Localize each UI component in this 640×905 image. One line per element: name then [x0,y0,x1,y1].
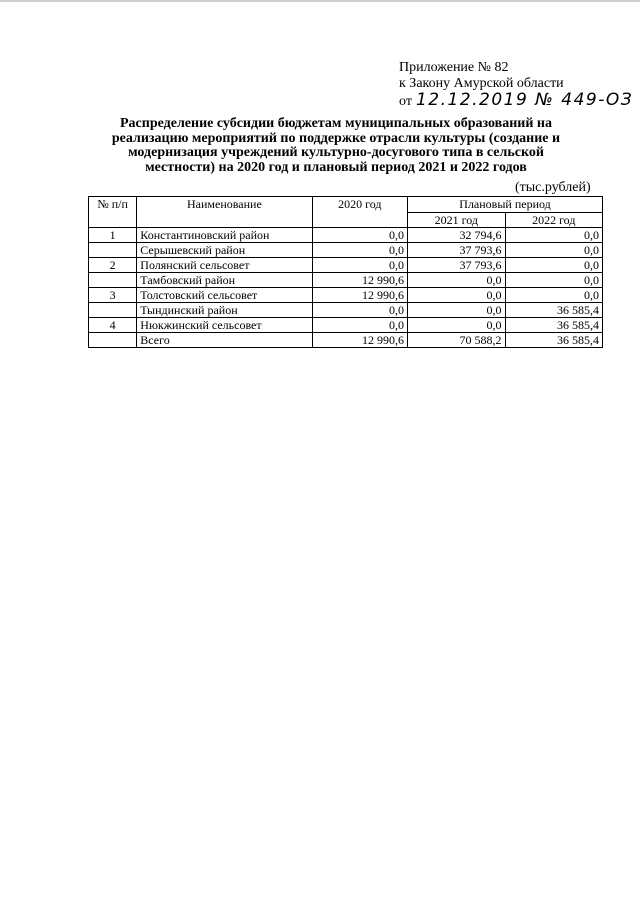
table-row [89,243,603,258]
appendix-law-reference: к Закону Амурской области [399,76,564,91]
row-name: Полянский сельсовет [137,258,312,273]
table-row [89,303,603,318]
row-name: Толстовский сельсовет [137,288,312,303]
header-num: № п/п [89,197,137,228]
appendix-number: Приложение № 82 [399,60,509,75]
row-num: 3 [89,288,137,303]
row-2021: 0,0 [408,273,505,288]
row-2022: 36 585,4 [505,333,602,348]
row-name: Серышевский район [137,243,312,258]
row-2020: 12 990,6 [312,333,408,348]
row-num [89,273,137,288]
row-2022: 0,0 [505,288,602,303]
row-2022: 0,0 [505,228,602,243]
header-planned-period: Плановый период [408,197,603,213]
row-2020: 0,0 [312,258,408,273]
handwritten-date-number: 12.12.2019 № 449-ОЗ [415,90,634,110]
header-2020: 2020 год [312,197,408,228]
row-name: Константиновский район [137,228,312,243]
row-2021: 37 793,6 [408,258,505,273]
row-name: Тындинский район [137,303,312,318]
table-total-row [89,333,603,348]
row-num [89,243,137,258]
row-2020: 12 990,6 [312,288,408,303]
row-2020: 0,0 [312,243,408,258]
row-2022: 36 585,4 [505,318,602,333]
row-num: 4 [89,318,137,333]
row-2021: 0,0 [408,318,505,333]
row-2021: 70 588,2 [408,333,505,348]
row-2021: 0,0 [408,288,505,303]
appendix-header [399,60,633,110]
row-num: 2 [89,258,137,273]
table-row [89,228,603,243]
document-title: Распределение субсидии бюджетам муниципальных образований на реализацию мероприятий по поддержке отрасли культуры (создание и модернизация учреждений культурно-досугового типа в сельской местности) на 2020 год и плановый период 2021 и 2022 годов [111,116,561,175]
row-num [89,303,137,318]
row-2022: 0,0 [505,258,602,273]
header-name: Наименование [137,197,312,228]
row-2021: 37 793,6 [408,243,505,258]
row-2021: 32 794,6 [408,228,505,243]
row-2022: 0,0 [505,273,602,288]
table-row [89,273,603,288]
row-2020: 0,0 [312,303,408,318]
unit-label: (тыс.рублей) [515,180,591,195]
row-name: Нюкжинский сельсовет [137,318,312,333]
appendix-date-line [399,92,633,110]
table-row [89,258,603,273]
header-2021: 2021 год [408,212,505,228]
table-header-row [89,197,603,213]
row-num: 1 [89,228,137,243]
table-row [89,288,603,303]
row-2022: 0,0 [505,243,602,258]
appendix-date-prefix: от [399,94,412,109]
header-2022: 2022 год [505,212,602,228]
row-name: Всего [137,333,312,348]
scan-edge-line [0,0,640,2]
row-2020: 0,0 [312,228,408,243]
table-row [89,318,603,333]
row-2020: 0,0 [312,318,408,333]
row-2020: 12 990,6 [312,273,408,288]
subsidy-table [88,196,603,348]
row-name: Тамбовский район [137,273,312,288]
row-2022: 36 585,4 [505,303,602,318]
row-2021: 0,0 [408,303,505,318]
row-num [89,333,137,348]
